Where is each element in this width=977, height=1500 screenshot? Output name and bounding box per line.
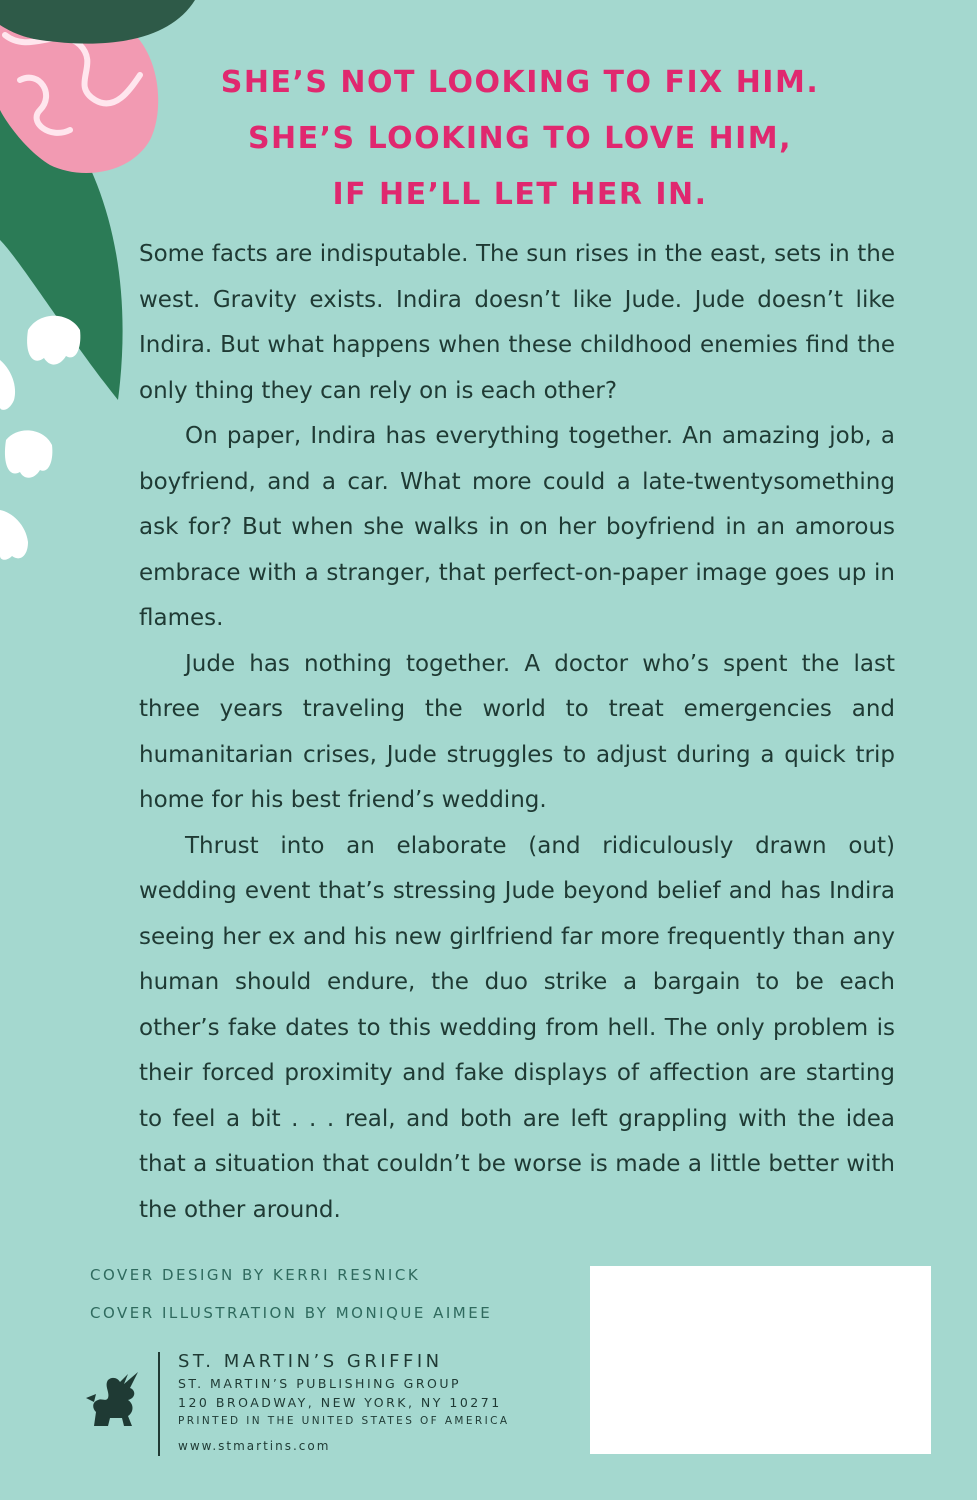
blurb-paragraph-2: On paper, Indira has everything together. An amazing job, a boyfriend, and a car. What more could a late-twentysomething ask for? But when she walks in on her boyfriend in an amorous embrace with a stranger, that perfect-on-paper image goes up in flames.: [139, 423, 895, 631]
tagline-line-2: SHE’S LOOKING TO LOVE HIM,: [247, 121, 793, 156]
bell-flowers: [0, 316, 80, 560]
cover-illustration-credit: COVER ILLUSTRATION BY MONIQUE AIMEE: [90, 1304, 493, 1322]
cover-design-credit: COVER DESIGN BY KERRI RESNICK: [90, 1266, 421, 1284]
publisher-divider: [158, 1352, 160, 1456]
tagline-line-1: SHE’S NOT LOOKING TO FIX HIM.: [220, 65, 820, 100]
barcode-area: [590, 1266, 931, 1454]
printed-in: PRINTED IN THE UNITED STATES OF AMERICA: [178, 1415, 510, 1427]
griffin-logo-icon: [84, 1368, 144, 1430]
publisher-website: www.stmartins.com: [178, 1439, 331, 1453]
publisher-info: [178, 1350, 509, 1454]
publisher-address: 120 BROADWAY, NEW YORK, NY 10271: [178, 1395, 502, 1410]
publisher-group: ST. MARTIN’S PUBLISHING GROUP: [178, 1376, 462, 1391]
blurb-paragraph-1: Some facts are indisputable. The sun rises in the east, sets in the west. Gravity exists. Indira doesn’t like Jude. Jude doesn’t like Indira. But what happens when these childhood enemies find the only thing they can rely on is each other?: [139, 241, 895, 404]
cover-credits: [90, 1256, 492, 1332]
tagline: [200, 55, 840, 223]
blurb-paragraph-4: Thrust into an elaborate (and ridiculously drawn out) wedding event that’s stressing Jude beyond belief and has Indira seeing her ex and his new girlfriend far more frequently than any human should endure, the duo strike a bargain to be each other’s fake dates to this wedding from hell. The only problem is their forced proximity and fake displays of affection are starting to feel a bit . . . real, and both are left grappling with the idea that a situation that couldn’t be worse is made a little better with the other around.: [139, 832, 895, 1223]
publisher-name: ST. MARTIN’S GRIFFIN: [178, 1351, 443, 1372]
leaf-top: [0, 0, 195, 44]
tagline-line-3: IF HE’LL LET HER IN.: [332, 177, 708, 212]
book-description: [139, 232, 895, 1233]
blurb-paragraph-3: Jude has nothing together. A doctor who’s spent the last three years traveling the world to treat emergencies and humanitarian crises, Jude struggles to adjust during a quick trip home for his best friend’s wedding.: [139, 650, 895, 813]
